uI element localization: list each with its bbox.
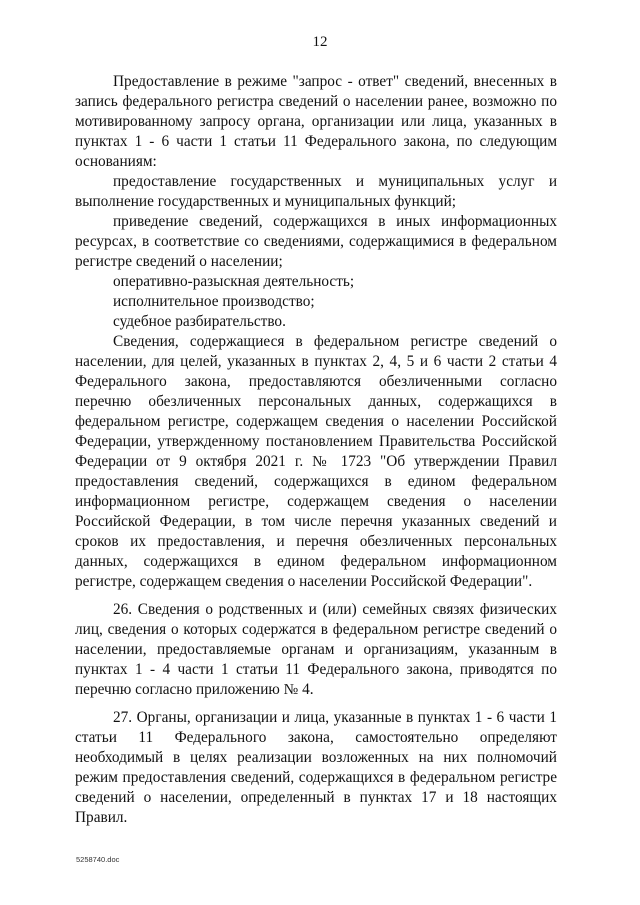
paragraph-basis-operative: оперативно-разыскная деятельность;: [113, 273, 355, 290]
paragraph-request-response: Предоставление в режиме "запрос - ответ" сведений, внесенных в запись федерального регистра сведений о населении ранее, возможно по мотивированному запросу органа, организации или лица, указанных в пунктах 1 - 6 части 1 статьи 11 Федерального закона, по следующим основаниям:: [75, 73, 557, 170]
paragraph-anonymized-data: Сведения, содержащиеся в федеральном регистре сведений о населении, для целей, указанных в пунктах 2, 4, 5 и 6 части 2 статьи 4 Федерального закона, предоставляются обезличенными согласно перечню обезличенных персональных данных, содержащихся в федеральном регистре, содержащем сведения о населении Российской Федерации, утвержденному постановлением Правительства Российской Федерации от 9 октября 2021 г. № 1723 "Об утверждении Правил предоставления сведений, содержащихся в едином федеральном информационном регистре, содержащем сведения о населении Российской Федерации, в том числе перечня указанных сведений и сроков их предоставления, и перечня обезличенных персональных данных, содержащихся в едином федеральном информационном регистре, содержащем сведения о населении Российской Федерации".: [75, 333, 557, 590]
document-code: 5258740.doc: [76, 855, 120, 864]
paragraph-basis-enforcement: исполнительное производство;: [113, 293, 315, 310]
paragraph-item-27: 27. Органы, организации и лица, указанные в пунктах 1 - 6 части 1 статьи 11 Федерального закона, самостоятельно определяют необходимый в целях реализации возложенных на них полномочий режим предоставления сведений, содержащихся в федеральном регистре сведений о населении, определенный в пунктах 17 и 18 настоящих Правил.: [75, 709, 557, 826]
paragraph-basis-judicial: судебное разбирательство.: [113, 313, 286, 330]
page-number: 12: [312, 34, 328, 50]
document-body: [75, 72, 557, 828]
paragraph-basis-resources: приведение сведений, содержащихся в иных информационных ресурсах, в соответствие со сведениями, содержащимися в федеральном регистре сведений о населении;: [75, 213, 557, 270]
paragraph-item-26: 26. Сведения о родственных и (или) семейных связях физических лиц, сведения о которых содержатся в федеральном регистре сведений о населении, предоставляемые органам и организациям, указанным в пунктах 1 - 4 части 1 статьи 11 Федерального закона, приводятся по перечню согласно приложению № 4.: [75, 601, 557, 698]
paragraph-basis-services: предоставление государственных и муниципальных услуг и выполнение государственных и муниципальных функций;: [75, 173, 557, 210]
